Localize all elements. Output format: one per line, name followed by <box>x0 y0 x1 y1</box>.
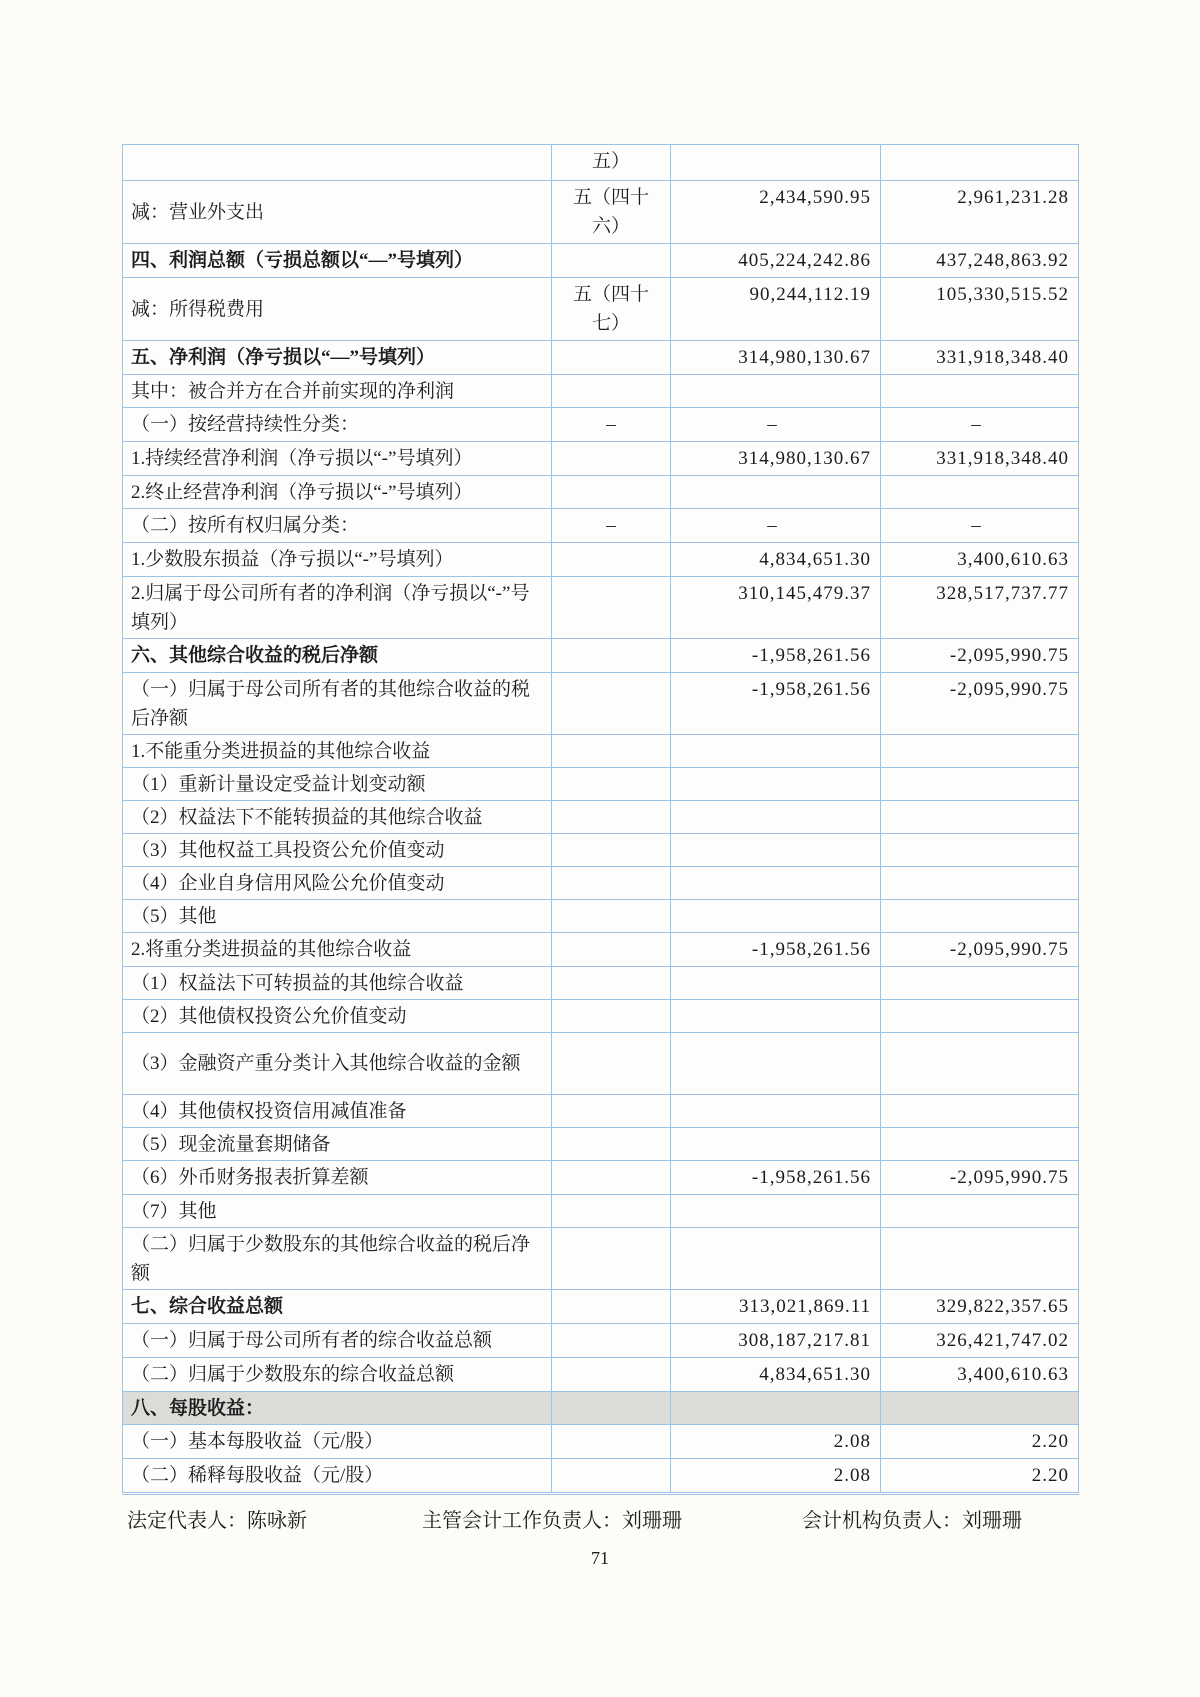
row-value-prior-period: -2,095,990.75 <box>881 933 1079 967</box>
row-label: （4）其他债权投资信用减值准备 <box>123 1095 552 1128</box>
table-row <box>123 1195 1079 1228</box>
row-value-current-period: -1,958,261.56 <box>671 933 881 967</box>
row-value-current-period <box>671 1095 881 1128</box>
row-label: （2）权益法下不能转损益的其他综合收益 <box>123 801 552 834</box>
row-value-current-period: 314,980,130.67 <box>671 341 881 375</box>
row-value-prior-period <box>881 867 1079 900</box>
row-label <box>123 145 552 181</box>
row-note-reference: – <box>552 408 671 442</box>
row-label: （一）归属于母公司所有者的综合收益总额 <box>123 1324 552 1358</box>
row-label: （6）外币财务报表折算差额 <box>123 1161 552 1195</box>
row-value-prior-period <box>881 1228 1079 1290</box>
table-row <box>123 1290 1079 1324</box>
table-row <box>123 1128 1079 1161</box>
row-value-current-period <box>671 145 881 181</box>
accounting-dept-head-signature: 会计机构负责人：刘珊珊 <box>802 1510 1022 1532</box>
row-note-reference <box>552 1392 671 1425</box>
row-value-prior-period: 3,400,610.63 <box>881 543 1079 577</box>
table-row <box>123 1324 1079 1358</box>
row-value-current-period <box>671 476 881 509</box>
row-value-current-period: – <box>671 509 881 543</box>
row-note-reference <box>552 375 671 408</box>
row-note-reference <box>552 543 671 577</box>
row-label: 1.不能重分类进损益的其他综合收益 <box>123 735 552 768</box>
row-value-prior-period <box>881 1095 1079 1128</box>
table-row <box>123 735 1079 768</box>
row-note-reference <box>552 442 671 476</box>
table-row <box>123 1459 1079 1494</box>
row-value-current-period <box>671 801 881 834</box>
row-value-prior-period <box>881 1128 1079 1161</box>
row-value-current-period <box>671 768 881 801</box>
row-label: （3）金融资产重分类计入其他综合收益的金额 <box>123 1033 552 1095</box>
row-label: （1）权益法下可转损益的其他综合收益 <box>123 967 552 1000</box>
table-row <box>123 476 1079 509</box>
row-label: 2.归属于母公司所有者的净利润（净亏损以“-”号填列） <box>123 577 552 639</box>
row-value-prior-period: 3,400,610.63 <box>881 1358 1079 1392</box>
row-value-current-period <box>671 1392 881 1425</box>
row-label: （5）其他 <box>123 900 552 933</box>
row-value-current-period <box>671 735 881 768</box>
row-note-reference <box>552 577 671 639</box>
row-label: （二）稀释每股收益（元/股） <box>123 1459 552 1494</box>
table-row <box>123 408 1079 442</box>
row-value-prior-period: 437,248,863.92 <box>881 244 1079 278</box>
row-value-current-period <box>671 1128 881 1161</box>
row-value-current-period <box>671 1195 881 1228</box>
row-value-current-period <box>671 834 881 867</box>
row-value-prior-period <box>881 834 1079 867</box>
table-row <box>123 900 1079 933</box>
row-value-prior-period: 2.20 <box>881 1425 1079 1459</box>
table-row <box>123 278 1079 341</box>
row-value-current-period: 2,434,590.95 <box>671 181 881 244</box>
row-note-reference <box>552 801 671 834</box>
table-row <box>123 341 1079 375</box>
row-label: 2.终止经营净利润（净亏损以“-”号填列） <box>123 476 552 509</box>
row-value-current-period: 4,834,651.30 <box>671 543 881 577</box>
row-note-reference <box>552 341 671 375</box>
table-row <box>123 442 1079 476</box>
row-value-prior-period: -2,095,990.75 <box>881 673 1079 735</box>
row-value-prior-period: -2,095,990.75 <box>881 1161 1079 1195</box>
row-value-current-period: -1,958,261.56 <box>671 673 881 735</box>
row-note-reference: – <box>552 509 671 543</box>
table-row <box>123 1228 1079 1290</box>
row-value-prior-period: – <box>881 408 1079 442</box>
row-note-reference <box>552 1033 671 1095</box>
row-label: 其中：被合并方在合并前实现的净利润 <box>123 375 552 408</box>
table-row <box>123 509 1079 543</box>
row-value-prior-period <box>881 900 1079 933</box>
row-value-prior-period <box>881 1392 1079 1425</box>
row-value-current-period: 313,021,869.11 <box>671 1290 881 1324</box>
row-label: 1.少数股东损益（净亏损以“-”号填列） <box>123 543 552 577</box>
table-row <box>123 181 1079 244</box>
row-value-prior-period <box>881 1195 1079 1228</box>
row-label: （7）其他 <box>123 1195 552 1228</box>
row-label: （二）归属于少数股东的综合收益总额 <box>123 1358 552 1392</box>
table-row <box>123 1425 1079 1459</box>
row-note-reference <box>552 1161 671 1195</box>
chief-accounting-officer-signature: 主管会计工作负责人：刘珊珊 <box>422 1510 682 1532</box>
row-label: 六、其他综合收益的税后净额 <box>123 639 552 673</box>
row-note-reference <box>552 1425 671 1459</box>
row-note-reference <box>552 476 671 509</box>
row-label: （5）现金流量套期储备 <box>123 1128 552 1161</box>
row-value-prior-period: 2,961,231.28 <box>881 181 1079 244</box>
row-value-current-period: 2.08 <box>671 1459 881 1494</box>
table-row <box>123 1358 1079 1392</box>
row-value-prior-period: – <box>881 509 1079 543</box>
row-value-current-period: 90,244,112.19 <box>671 278 881 341</box>
table-row <box>123 244 1079 278</box>
legal-representative-signature: 法定代表人：陈咏新 <box>127 1510 307 1532</box>
row-value-current-period <box>671 375 881 408</box>
row-value-prior-period <box>881 967 1079 1000</box>
row-value-current-period: 4,834,651.30 <box>671 1358 881 1392</box>
table-row <box>123 867 1079 900</box>
row-value-current-period <box>671 1228 881 1290</box>
row-note-reference <box>552 1459 671 1494</box>
row-note-reference: 五（四十七） <box>552 278 671 341</box>
table-row <box>123 145 1079 181</box>
table-row <box>123 543 1079 577</box>
row-note-reference: 五（四十六） <box>552 181 671 244</box>
row-label: （1）重新计量设定受益计划变动额 <box>123 768 552 801</box>
row-label: （二）归属于少数股东的其他综合收益的税后净额 <box>123 1228 552 1290</box>
table-row <box>123 801 1079 834</box>
row-label: 减：营业外支出 <box>123 181 552 244</box>
row-label: 减：所得税费用 <box>123 278 552 341</box>
row-value-prior-period <box>881 145 1079 181</box>
row-label: （一）归属于母公司所有者的其他综合收益的税后净额 <box>123 673 552 735</box>
row-value-current-period: -1,958,261.56 <box>671 639 881 673</box>
signatures-row <box>0 1504 1200 1534</box>
row-note-reference <box>552 834 671 867</box>
row-label: 1.持续经营净利润（净亏损以“-”号填列） <box>123 442 552 476</box>
row-value-current-period <box>671 1033 881 1095</box>
row-note-reference <box>552 1358 671 1392</box>
table-row <box>123 1095 1079 1128</box>
row-value-current-period: -1,958,261.56 <box>671 1161 881 1195</box>
row-note-reference <box>552 1290 671 1324</box>
row-value-current-period: 314,980,130.67 <box>671 442 881 476</box>
row-value-current-period <box>671 867 881 900</box>
table-row <box>123 1161 1079 1195</box>
table-row <box>123 1033 1079 1095</box>
row-value-current-period: 405,224,242.86 <box>671 244 881 278</box>
table-row <box>123 1000 1079 1033</box>
income-statement-table-body <box>123 145 1079 1494</box>
table-row <box>123 577 1079 639</box>
row-value-prior-period: 328,517,737.77 <box>881 577 1079 639</box>
row-label: 四、利润总额（亏损总额以“—”号填列） <box>123 244 552 278</box>
row-value-current-period: 310,145,479.37 <box>671 577 881 639</box>
row-label: （2）其他债权投资公允价值变动 <box>123 1000 552 1033</box>
row-value-prior-period: -2,095,990.75 <box>881 639 1079 673</box>
row-note-reference <box>552 1228 671 1290</box>
row-value-prior-period: 326,421,747.02 <box>881 1324 1079 1358</box>
row-value-prior-period <box>881 801 1079 834</box>
table-row <box>123 673 1079 735</box>
table-row <box>123 933 1079 967</box>
row-label: 八、每股收益： <box>123 1392 552 1425</box>
row-value-current-period: 308,187,217.81 <box>671 1324 881 1358</box>
table-row <box>123 375 1079 408</box>
row-label: （4）企业自身信用风险公允价值变动 <box>123 867 552 900</box>
table-row <box>123 834 1079 867</box>
row-value-current-period <box>671 900 881 933</box>
row-note-reference <box>552 1095 671 1128</box>
row-label: 七、综合收益总额 <box>123 1290 552 1324</box>
row-label: 2.将重分类进损益的其他综合收益 <box>123 933 552 967</box>
row-value-prior-period <box>881 1033 1079 1095</box>
row-value-prior-period <box>881 476 1079 509</box>
row-value-current-period: 2.08 <box>671 1425 881 1459</box>
row-note-reference <box>552 900 671 933</box>
page-number: 71 <box>591 1548 609 1568</box>
row-note-reference: 五） <box>552 145 671 181</box>
row-note-reference <box>552 244 671 278</box>
table-row <box>123 1392 1079 1425</box>
row-label: 五、净利润（净亏损以“—”号填列） <box>123 341 552 375</box>
row-value-prior-period: 105,330,515.52 <box>881 278 1079 341</box>
row-value-prior-period: 329,822,357.65 <box>881 1290 1079 1324</box>
row-label: （二）按所有权归属分类： <box>123 509 552 543</box>
row-note-reference <box>552 1000 671 1033</box>
row-value-prior-period: 331,918,348.40 <box>881 442 1079 476</box>
row-note-reference <box>552 1128 671 1161</box>
row-note-reference <box>552 673 671 735</box>
income-statement-table <box>122 144 1079 1495</box>
table-row <box>123 639 1079 673</box>
row-note-reference <box>552 768 671 801</box>
row-label: （一）基本每股收益（元/股） <box>123 1425 552 1459</box>
row-note-reference <box>552 933 671 967</box>
row-value-prior-period <box>881 768 1079 801</box>
row-value-prior-period <box>881 735 1079 768</box>
row-value-prior-period: 331,918,348.40 <box>881 341 1079 375</box>
row-value-prior-period <box>881 1000 1079 1033</box>
row-note-reference <box>552 639 671 673</box>
row-note-reference <box>552 735 671 768</box>
row-label: （3）其他权益工具投资公允价值变动 <box>123 834 552 867</box>
row-value-current-period <box>671 967 881 1000</box>
row-value-current-period: – <box>671 408 881 442</box>
row-note-reference <box>552 867 671 900</box>
row-value-prior-period <box>881 375 1079 408</box>
row-label: （一）按经营持续性分类： <box>123 408 552 442</box>
row-note-reference <box>552 1324 671 1358</box>
row-value-prior-period: 2.20 <box>881 1459 1079 1494</box>
row-note-reference <box>552 967 671 1000</box>
table-row <box>123 967 1079 1000</box>
table-row <box>123 768 1079 801</box>
row-value-current-period <box>671 1000 881 1033</box>
row-note-reference <box>552 1195 671 1228</box>
